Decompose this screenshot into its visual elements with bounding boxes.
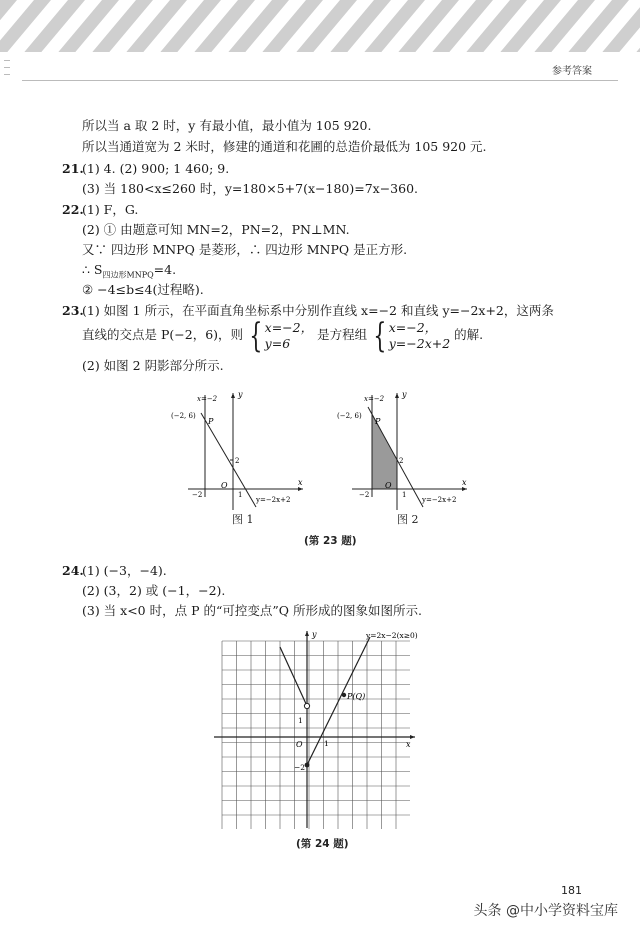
q22-part-c: 又∵ 四边形 MNPQ 是菱形，∴ 四边形 MNPQ 是正方形. [82,242,408,257]
figure-1-caption: 图 1 [232,513,254,526]
q23-b-pre: 直线的交点是 P(−2，6)，则 [82,327,244,342]
question-21-number: 21. [62,161,84,176]
fig2-two-label: 2 [399,457,404,465]
fig1-x-label: x [298,478,303,487]
point-P-Q [342,693,346,697]
grid-lines [222,641,410,829]
fig1-neg2-label: −2 [192,491,203,499]
open-point [304,703,309,708]
striped-banner [0,0,640,52]
question-23-number: 23. [62,303,84,318]
system2-row2: y=−2x+2 [388,336,451,351]
text-line-1: 所以当 a 取 2 时，y 有最小值，最小值为 105 920. [82,118,372,133]
system1-row1: x=−2， [264,320,314,335]
margin-marks [4,60,12,100]
fig1-P-label: P [208,417,214,426]
fig1-point-label: (−2, 6) [171,412,196,420]
q21-part-a: (1) 4. (2) 900; 1 460; 9. [82,161,230,176]
fig1-line-eq-label: y=−2x+2 [256,496,291,504]
figure-1-graph [168,385,318,515]
equation-system-2: { x=−2， y=−2x+2 [373,316,451,356]
fig2-line-eq-label: y=−2x+2 [422,496,457,504]
question-24-number: 24. [62,563,84,578]
q24-neg2-label: −2 [294,763,306,772]
q24-point-label: P(Q) [347,692,366,701]
fig2-one-label: 1 [402,491,407,499]
fig2-x-label: x [462,478,467,487]
q22-part-d [82,262,176,284]
fig2-origin-label: O [385,481,392,490]
equation-system-1: { x=−2， y=6 [249,316,314,356]
question-23-caption: (第 23 题) [304,535,357,547]
fig1-one-label: 1 [238,491,243,499]
q24-one-x-label: 1 [324,739,329,748]
q23-part-a: (1) 如图 1 所示，在平面直角坐标系中分别作直线 x=−2 和直线 y=−2x+2，这两条 [82,303,554,318]
q22-part-b: (2) ① 由题意可知 MN=2，PN=2，PN⊥MN. [82,222,350,237]
q24-origin-label: O [296,740,303,749]
fig1-sloped-line [201,413,256,507]
fig2-vline-label: x=−2 [364,395,385,403]
text-line-2: 所以当通道宽为 2 米时，修建的通道和花圃的总造价最低为 105 920 元. [82,139,487,154]
page-number: 181 [561,884,582,897]
fig2-neg2-label: −2 [359,491,370,499]
q24-y-label: y [312,630,317,639]
q22-d-pre: ∴ S [82,262,103,277]
q24-part-b: (2) (3，2) 或 (−1，−2). [82,583,226,598]
fig1-y-label: y [238,390,243,399]
watermark-text: 头条 @中小学资料宝库 [473,903,618,919]
fig1-origin-label: O [221,481,228,490]
q24-right-branch [307,637,370,765]
system2-row1: x=−2， [388,320,438,335]
q21-part-b: (3) 当 180<x≤260 时，y=180×5+7(x−180)=7x−360. [82,181,419,196]
system1-row2: y=6 [264,336,291,351]
q24-x-label: x [406,740,411,749]
q23-b-post: 的解. [454,327,484,342]
fig2-point-label: (−2, 6) [337,412,362,420]
closed-point [305,763,310,768]
q24-one-y-label: 1 [298,716,303,725]
q23-part-c: (2) 如图 2 阴影部分所示. [82,358,224,373]
q24-left-branch [280,647,307,706]
q22-d-subscript: 四边形MNPQ [102,270,154,280]
figure-2-graph [332,385,482,515]
question-24-caption: (第 24 题) [296,838,349,850]
question-22-number: 22. [62,202,84,217]
fig2-P-label: P [375,417,381,426]
header-rule [22,80,618,81]
q22-d-post: =4. [153,262,177,277]
q23-part-b [82,316,484,356]
q24-line-label: y=2x−2(x≥0) [366,631,418,640]
fig1-two-label: 2 [235,457,240,465]
fig2-y-label: y [402,390,407,399]
q24-part-c: (3) 当 x<0 时，点 P 的“可控变点”Q 所形成的图象如图所示. [82,603,422,618]
q22-part-a: (1) F，G. [82,202,139,217]
fig1-vline-label: x=−2 [197,395,218,403]
figure-2-caption: 图 2 [397,513,419,526]
q22-part-e: ② −4≤b≤4(过程略). [82,282,204,297]
q23-b-mid: 是方程组 [317,327,368,342]
q24-part-a: (1) (−3，−4). [82,563,167,578]
header-label: 参考答案 [552,66,592,77]
question-24-grid-graph [210,625,425,835]
